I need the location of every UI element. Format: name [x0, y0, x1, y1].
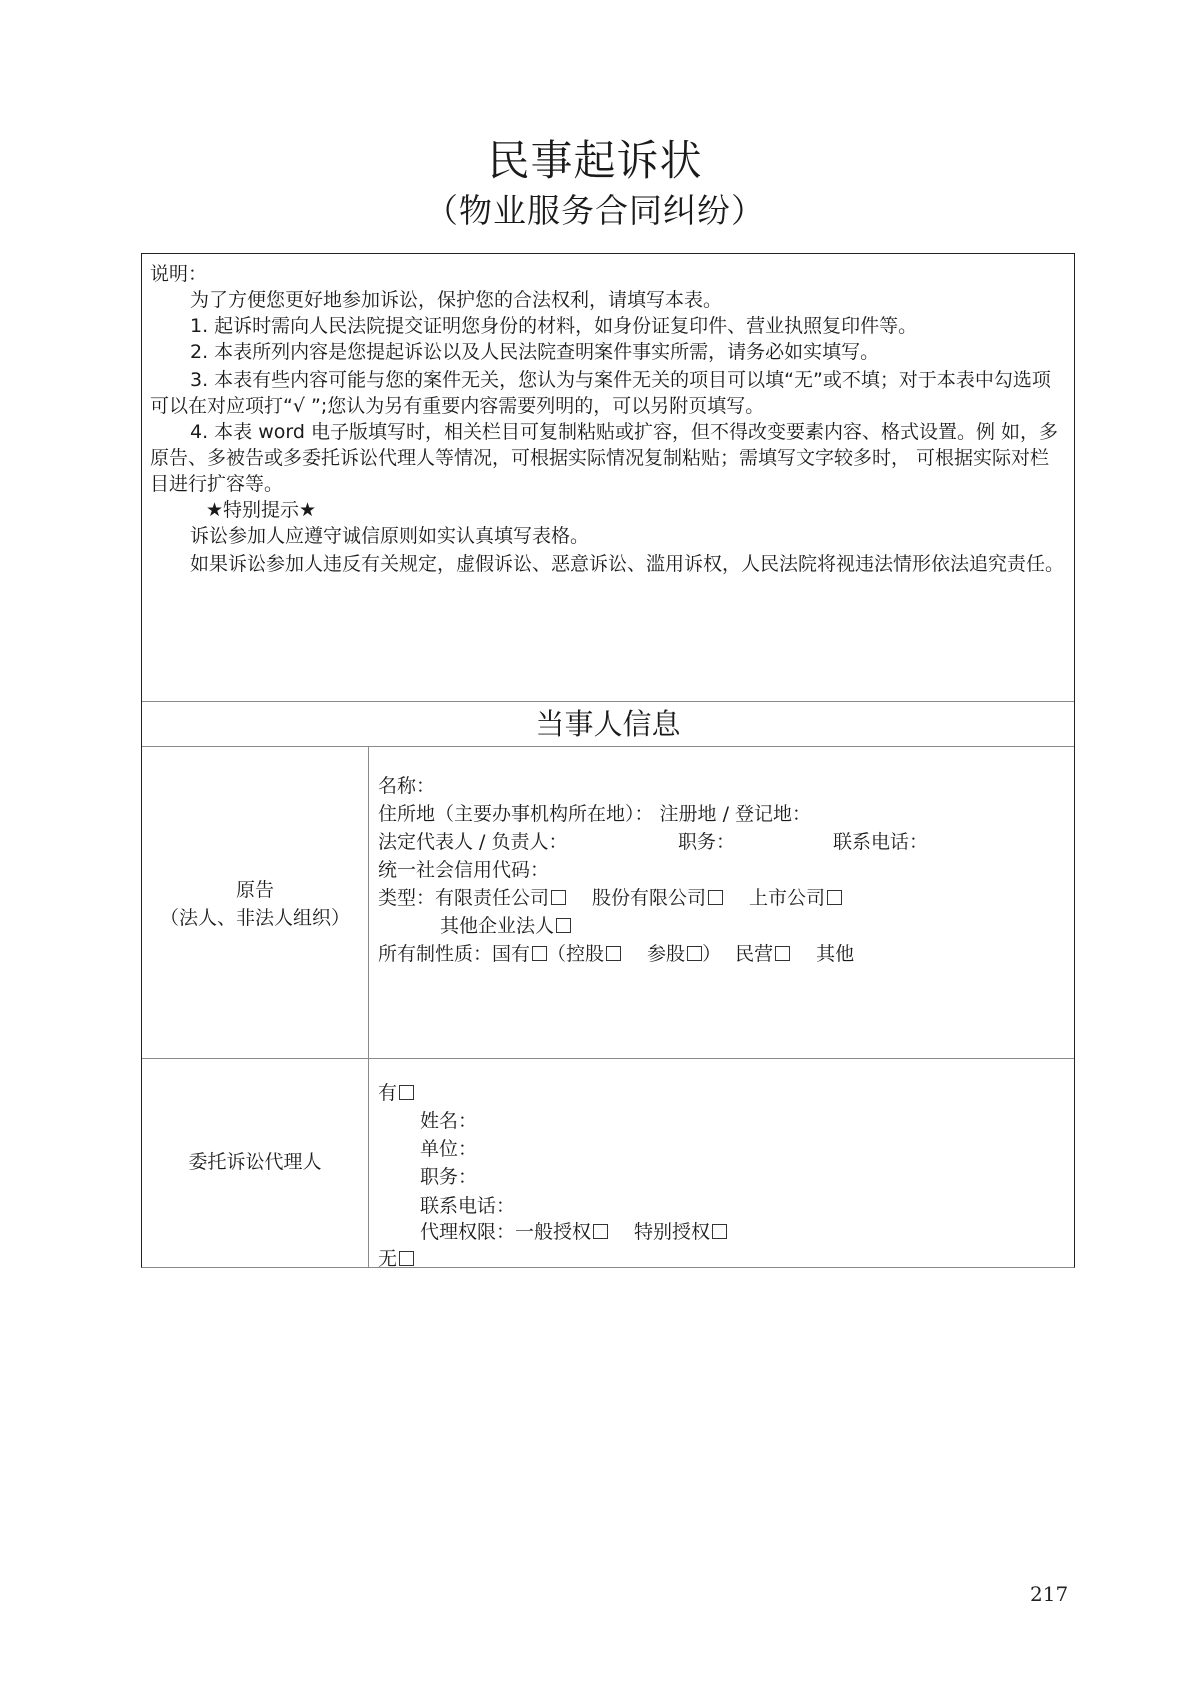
- agent-yes-label: 有: [378, 1082, 398, 1104]
- agent-position-field[interactable]: 职务：: [420, 1166, 478, 1188]
- instructions-item-3: 3. 本表有些内容可能与您的案件无关，您认为与案件无关的项目可以填“无”或不填；对于本表中勾选项可以在对应项打“√ ”;您认为另有重要内容需要列明的，可以另附页填写。: [150, 369, 1051, 417]
- row-divider: [142, 1058, 1074, 1059]
- authority-general-label: 一般授权: [515, 1221, 592, 1243]
- plaintiff-phone-field[interactable]: 联系电话：: [833, 831, 929, 853]
- plaintiff-rep-field[interactable]: 法定代表人 / 负责人：: [378, 831, 568, 853]
- plaintiff-position-field[interactable]: 职务：: [678, 831, 736, 853]
- type-other-label: 其他企业法人: [440, 915, 555, 937]
- type-llc-label: 有限责任公司: [435, 887, 550, 909]
- ownership-holding-checkbox[interactable]: [606, 946, 621, 961]
- instructions-item-1: 1. 起诉时需向人民法院提交证明您身份的材料，如身份证复印件、营业执照复印件等。: [190, 315, 918, 337]
- document-title: 民事起诉状: [487, 136, 703, 185]
- party-info-heading: 当事人信息: [535, 707, 681, 741]
- plaintiff-type-line: [378, 884, 1064, 912]
- instructions-section: [150, 261, 1064, 577]
- ownership-private-checkbox[interactable]: [775, 946, 790, 961]
- column-divider: [368, 746, 369, 1267]
- special-notice-1: 诉讼参加人应遵守诚信原则如实认真填写表格。: [190, 525, 590, 547]
- instructions-item-2: 2. 本表所列内容是您提起诉讼以及人民法院查明案件事实所需，请务必如实填写。: [190, 341, 880, 363]
- agent-phone-field[interactable]: 联系电话：: [420, 1195, 516, 1217]
- ownership-state-label: 国有: [492, 943, 531, 965]
- plaintiff-credit-code-field[interactable]: 统一社会信用代码：: [378, 859, 550, 881]
- ownership-share-checkbox[interactable]: [687, 946, 702, 961]
- plaintiff-label-type: （法人、非法人组织）: [159, 907, 350, 929]
- authority-special-checkbox[interactable]: [712, 1224, 727, 1239]
- plaintiff-name-field[interactable]: 名称：: [378, 775, 436, 797]
- document-subtitle: （物业服务合同纠纷）: [425, 191, 765, 230]
- agent-name-field[interactable]: 姓名：: [420, 1110, 478, 1132]
- ownership-state-checkbox[interactable]: [532, 946, 547, 961]
- instructions-item-4: 4. 本表 word 电子版填写时，相关栏目可复制粘贴或扩容，但不得改变要素内容、格式设置。例 如，多原告、多被告或多委托诉讼代理人等情况，可根据实际情况复制粘贴；需填写文字较多时， 可根据实际对栏目进行扩容等。: [150, 421, 1058, 495]
- agent-no-label: 无: [378, 1248, 398, 1270]
- instructions-intro: 为了方便您更好地参加诉讼，保护您的合法权利，请填写本表。: [190, 289, 723, 311]
- ownership-private-label: 民营: [735, 943, 774, 965]
- ownership-close-paren: ）: [702, 943, 722, 965]
- agent-authority-line: [378, 1219, 1064, 1245]
- ownership-other-label: 其他: [816, 943, 855, 965]
- plaintiff-details: [378, 772, 1064, 968]
- special-notice-heading: ★特别提示★: [206, 499, 317, 521]
- plaintiff-type-line-2: [378, 912, 1064, 940]
- agent-unit-field[interactable]: 单位：: [420, 1138, 478, 1160]
- type-joint-stock-checkbox[interactable]: [708, 890, 723, 905]
- type-listed-label: 上市公司: [749, 887, 826, 909]
- page-number: 217: [1030, 1582, 1069, 1606]
- agent-label: 委托诉讼代理人: [188, 1151, 322, 1173]
- agent-no-line: [378, 1245, 1064, 1273]
- type-listed-checkbox[interactable]: [827, 890, 842, 905]
- type-llc-checkbox[interactable]: [551, 890, 566, 905]
- plaintiff-ownership-line: [378, 940, 1064, 968]
- special-notice-2: 如果诉讼参加人违反有关规定，虚假诉讼、恶意诉讼、滥用诉权，人民法院将视违法情形依法追究责任。: [190, 553, 1065, 575]
- instructions-heading: 说明：: [150, 263, 208, 285]
- plaintiff-rep-line: [378, 828, 1064, 856]
- ownership-holding-label: （控股: [547, 943, 605, 965]
- authority-general-checkbox[interactable]: [593, 1224, 608, 1239]
- ownership-label: 所有制性质：: [378, 943, 493, 965]
- plaintiff-label-title: 原告: [235, 879, 274, 901]
- plaintiff-label: [142, 876, 368, 932]
- agent-no-checkbox[interactable]: [399, 1251, 414, 1266]
- section-divider: [142, 746, 1074, 747]
- authority-label: 代理权限：: [420, 1221, 516, 1243]
- complaint-form-table: [141, 253, 1075, 1268]
- authority-special-label: 特别授权: [634, 1221, 711, 1243]
- agent-details: [378, 1079, 1064, 1273]
- agent-yes-checkbox[interactable]: [399, 1085, 414, 1100]
- plaintiff-address-field[interactable]: 住所地（主要办事机构所在地）： 注册地 / 登记地：: [378, 803, 812, 825]
- type-joint-stock-label: 股份有限公司: [592, 887, 707, 909]
- type-other-checkbox[interactable]: [556, 918, 571, 933]
- agent-yes-line: [378, 1079, 1064, 1107]
- type-label: 类型：: [378, 887, 436, 909]
- ownership-share-label: 参股: [647, 943, 686, 965]
